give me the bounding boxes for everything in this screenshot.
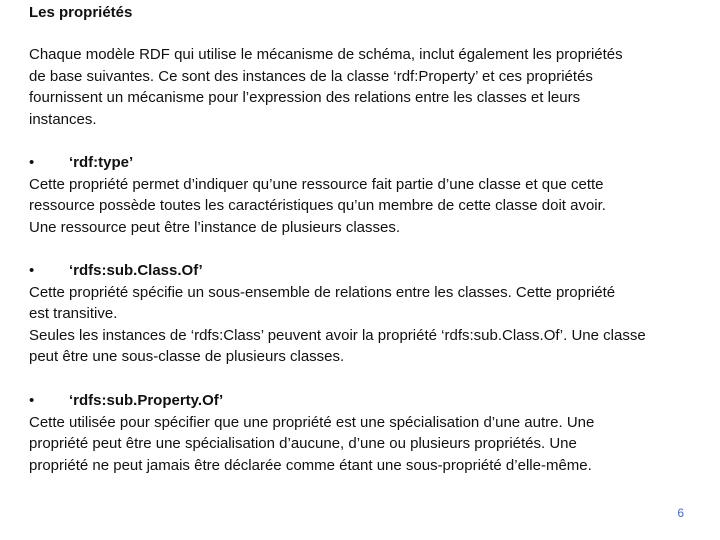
section-rdf-type	[29, 152, 701, 238]
section-term-line	[29, 152, 701, 174]
page-title: Les propriétés	[29, 4, 133, 21]
section-term: ‘rdfs:sub.Class.Of’	[69, 262, 203, 279]
section-term: ‘rdf:type’	[69, 154, 134, 171]
page-number: 6	[677, 506, 684, 520]
section-rdfs-subpropertyof	[29, 390, 701, 476]
section-body: Cette utilisée pour spécifier que une propriété est une spécialisation d’une autre. Une propriété peut être une spécialisation d’aucune, d’une ou plusieurs propriétés. Une propriété ne peut jamais être déclarée comme étant une sous-propriété d’elle-même.	[29, 413, 595, 474]
section-body: Cette propriété permet d’indiquer qu’une ressource fait partie d’une classe et que cette ressource possède toutes les caractéristiques qu’un membre de cette classe doit avoir. Une ressource peut être l’instance de plusieurs classes.	[29, 175, 606, 236]
intro-paragraph: Chaque modèle RDF qui utilise le mécanisme de schéma, inclut également les propriétés de base suivantes. Ce sont des instances de la classe ‘rdf:Property’ et ces propriétés fournissent un mécanisme pour l’expression des relations entre les classes et leurs instances.	[29, 46, 623, 128]
bullet-icon: •	[29, 392, 35, 409]
section-term-line	[29, 390, 701, 412]
section-body: Cette propriété spécifie un sous-ensemble de relations entre les classes. Cette propriété est transitive. Seules les instances de ‘rdfs:Class’ peuvent avoir la propriété ‘rdfs:sub.Class.Of’. Une classe peut être une sous-classe de plusieurs classes.	[29, 283, 646, 366]
section-term-line	[29, 260, 701, 282]
bullet-icon: •	[29, 154, 35, 171]
section-rdfs-subclassof	[29, 260, 701, 368]
section-term: ‘rdfs:sub.Property.Of’	[69, 392, 224, 409]
bullet-icon: •	[29, 262, 35, 279]
